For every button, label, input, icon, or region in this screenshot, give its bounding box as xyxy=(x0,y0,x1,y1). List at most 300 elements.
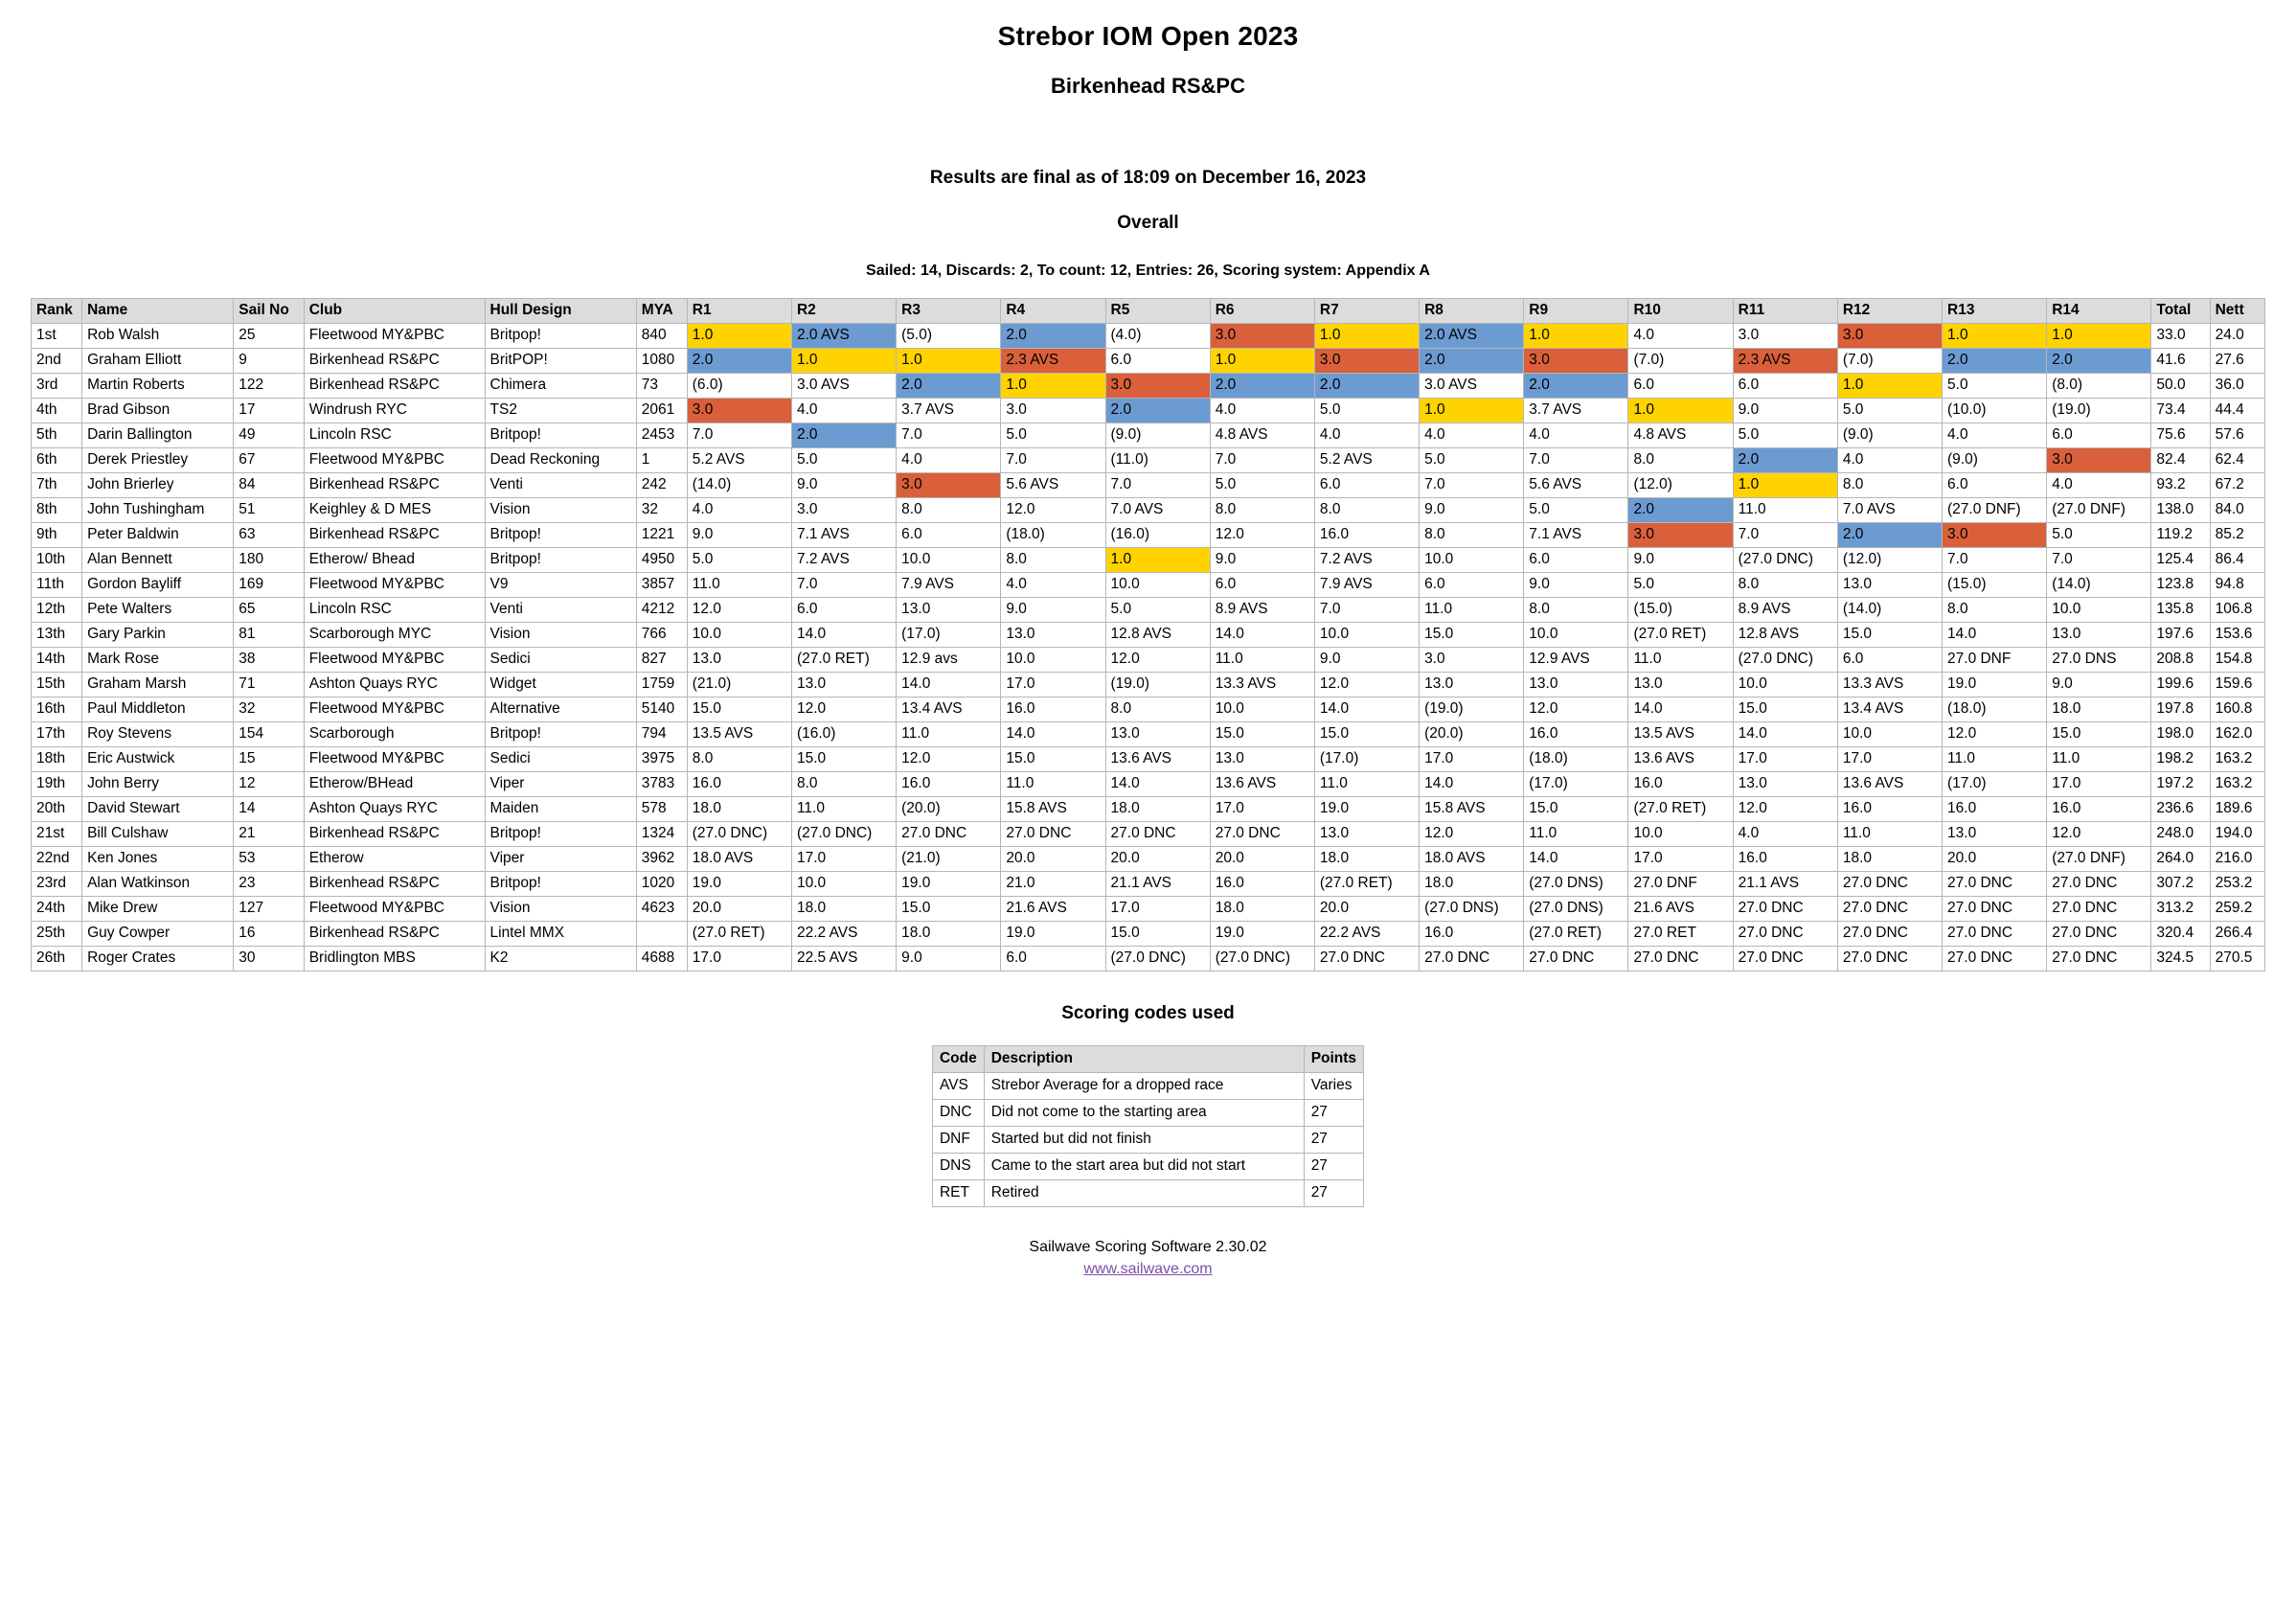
cell-race-r1: (6.0) xyxy=(687,374,791,399)
cell-race-r10: 14.0 xyxy=(1628,698,1733,722)
cell-race-r4: 19.0 xyxy=(1001,922,1105,947)
cell-race-r9: 6.0 xyxy=(1524,548,1628,573)
cell-race-r5: (27.0 DNC) xyxy=(1105,947,1210,972)
table-row xyxy=(32,324,2265,349)
cell-race-r12: 13.3 AVS xyxy=(1837,673,1942,698)
cell-total: 93.2 xyxy=(2151,473,2210,498)
cell-race-r12: 1.0 xyxy=(1837,374,1942,399)
cell-club: Etherow/ Bhead xyxy=(304,548,485,573)
cell-rank: 10th xyxy=(32,548,82,573)
cell-hull-design: Vision xyxy=(485,623,636,648)
cell-race-r2: 7.1 AVS xyxy=(791,523,896,548)
cell-race-r8: 16.0 xyxy=(1420,922,1524,947)
cell-race-r1: 10.0 xyxy=(687,623,791,648)
cell-nett: 106.8 xyxy=(2210,598,2264,623)
cell-hull-design: BritPOP! xyxy=(485,349,636,374)
cell-total: 73.4 xyxy=(2151,399,2210,423)
cell-race-r5: (4.0) xyxy=(1105,324,1210,349)
cell-race-r10: 11.0 xyxy=(1628,648,1733,673)
cell-race-r1: 1.0 xyxy=(687,324,791,349)
cell-race-r7: 4.0 xyxy=(1314,423,1419,448)
cell-race-r13: 27.0 DNF xyxy=(1943,648,2047,673)
cell-mya xyxy=(636,922,687,947)
cell-race-r1: 19.0 xyxy=(687,872,791,897)
cell-hull-design: Dead Reckoning xyxy=(485,448,636,473)
cell-hull-design: Britpop! xyxy=(485,722,636,747)
cell-race-r12: (12.0) xyxy=(1837,548,1942,573)
codes-col-header-points: Points xyxy=(1304,1046,1363,1073)
cell-race-r8: 15.0 xyxy=(1420,623,1524,648)
cell-rank: 5th xyxy=(32,423,82,448)
cell-race-r5: 1.0 xyxy=(1105,548,1210,573)
cell-race-r6: 13.6 AVS xyxy=(1210,772,1314,797)
cell-race-r12: 7.0 AVS xyxy=(1837,498,1942,523)
cell-race-r4: 14.0 xyxy=(1001,722,1105,747)
cell-race-r6: 5.0 xyxy=(1210,473,1314,498)
cell-race-r13: 27.0 DNC xyxy=(1943,897,2047,922)
series-summary: Sailed: 14, Discards: 2, To count: 12, Entries: 26, Scoring system: Appendix A xyxy=(866,263,1430,279)
cell-race-r14: 15.0 xyxy=(2047,722,2151,747)
cell-sail-no: 169 xyxy=(234,573,304,598)
cell-nett: 36.0 xyxy=(2210,374,2264,399)
cell-nett: 160.8 xyxy=(2210,698,2264,722)
cell-race-r6: 11.0 xyxy=(1210,648,1314,673)
cell-club: Birkenhead RS&PC xyxy=(304,922,485,947)
cell-race-r7: 27.0 DNC xyxy=(1314,947,1419,972)
cell-rank: 6th xyxy=(32,448,82,473)
cell-total: 199.6 xyxy=(2151,673,2210,698)
cell-nett: 163.2 xyxy=(2210,747,2264,772)
cell-sail-no: 51 xyxy=(234,498,304,523)
cell-race-r7: 5.2 AVS xyxy=(1314,448,1419,473)
cell-race-r2: 22.5 AVS xyxy=(791,947,896,972)
cell-race-r6: 1.0 xyxy=(1210,349,1314,374)
cell-race-r12: 27.0 DNC xyxy=(1837,897,1942,922)
cell-race-r9: 3.7 AVS xyxy=(1524,399,1628,423)
cell-race-r1: 20.0 xyxy=(687,897,791,922)
cell-race-r7: 19.0 xyxy=(1314,797,1419,822)
table-row xyxy=(32,399,2265,423)
cell-race-r2: 8.0 xyxy=(791,772,896,797)
cell-name: Brad Gibson xyxy=(82,399,234,423)
scoring-codes-header-row xyxy=(932,1046,1363,1073)
cell-name: Derek Priestley xyxy=(82,448,234,473)
cell-race-r7: 14.0 xyxy=(1314,698,1419,722)
cell-race-r3: 27.0 DNC xyxy=(897,822,1001,847)
cell-total: 138.0 xyxy=(2151,498,2210,523)
cell-race-r10: 21.6 AVS xyxy=(1628,897,1733,922)
cell-description: Came to the start area but did not start xyxy=(984,1154,1304,1180)
cell-mya: 3783 xyxy=(636,772,687,797)
cell-name: John Berry xyxy=(82,772,234,797)
cell-hull-design: Maiden xyxy=(485,797,636,822)
cell-race-r10: 3.0 xyxy=(1628,523,1733,548)
cell-rank: 13th xyxy=(32,623,82,648)
cell-race-r14: 5.0 xyxy=(2047,523,2151,548)
cell-race-r5: (19.0) xyxy=(1105,673,1210,698)
cell-total: 313.2 xyxy=(2151,897,2210,922)
cell-race-r2: 10.0 xyxy=(791,872,896,897)
cell-race-r3: 16.0 xyxy=(897,772,1001,797)
cell-race-r2: 4.0 xyxy=(791,399,896,423)
cell-race-r1: 13.5 AVS xyxy=(687,722,791,747)
cell-race-r1: 11.0 xyxy=(687,573,791,598)
scoring-codes-title: Scoring codes used xyxy=(1061,1003,1235,1023)
cell-race-r7: 10.0 xyxy=(1314,623,1419,648)
cell-race-r8: 4.0 xyxy=(1420,423,1524,448)
cell-race-r3: 6.0 xyxy=(897,523,1001,548)
cell-race-r3: 13.4 AVS xyxy=(897,698,1001,722)
cell-race-r3: 19.0 xyxy=(897,872,1001,897)
cell-race-r5: 7.0 xyxy=(1105,473,1210,498)
cell-race-r8: 2.0 xyxy=(1420,349,1524,374)
cell-race-r12: 27.0 DNC xyxy=(1837,947,1942,972)
sailwave-link[interactable]: www.sailwave.com xyxy=(1083,1261,1213,1278)
cell-hull-design: Sedici xyxy=(485,747,636,772)
cell-description: Strebor Average for a dropped race xyxy=(984,1073,1304,1100)
cell-hull-design: Britpop! xyxy=(485,872,636,897)
cell-race-r12: 15.0 xyxy=(1837,623,1942,648)
cell-name: Ken Jones xyxy=(82,847,234,872)
cell-race-r3: 12.9 avs xyxy=(897,648,1001,673)
cell-total: 33.0 xyxy=(2151,324,2210,349)
cell-race-r13: (17.0) xyxy=(1943,772,2047,797)
cell-club: Windrush RYC xyxy=(304,399,485,423)
cell-total: 307.2 xyxy=(2151,872,2210,897)
event-title: Strebor IOM Open 2023 xyxy=(997,21,1299,51)
cell-rank: 20th xyxy=(32,797,82,822)
cell-nett: 162.0 xyxy=(2210,722,2264,747)
cell-race-r1: 4.0 xyxy=(687,498,791,523)
cell-mya: 766 xyxy=(636,623,687,648)
cell-race-r5: 13.6 AVS xyxy=(1105,747,1210,772)
codes-col-header-description: Description xyxy=(984,1046,1304,1073)
cell-club: Birkenhead RS&PC xyxy=(304,872,485,897)
cell-race-r4: 20.0 xyxy=(1001,847,1105,872)
cell-race-r14: 27.0 DNC xyxy=(2047,897,2151,922)
cell-mya: 4950 xyxy=(636,548,687,573)
cell-race-r4: 8.0 xyxy=(1001,548,1105,573)
cell-rank: 26th xyxy=(32,947,82,972)
cell-race-r2: 3.0 AVS xyxy=(791,374,896,399)
cell-race-r3: 9.0 xyxy=(897,947,1001,972)
cell-code: AVS xyxy=(932,1073,984,1100)
cell-club: Fleetwood MY&PBC xyxy=(304,648,485,673)
cell-race-r13: (15.0) xyxy=(1943,573,2047,598)
cell-sail-no: 14 xyxy=(234,797,304,822)
table-row xyxy=(32,747,2265,772)
results-col-header-r5: R5 xyxy=(1105,299,1210,324)
cell-sail-no: 84 xyxy=(234,473,304,498)
cell-points: 27 xyxy=(1304,1154,1363,1180)
cell-race-r9: 16.0 xyxy=(1524,722,1628,747)
cell-race-r10: 16.0 xyxy=(1628,772,1733,797)
cell-mya: 2061 xyxy=(636,399,687,423)
cell-race-r3: 7.9 AVS xyxy=(897,573,1001,598)
cell-race-r11: 14.0 xyxy=(1733,722,1837,747)
table-row xyxy=(32,349,2265,374)
cell-race-r2: (27.0 DNC) xyxy=(791,822,896,847)
cell-club: Birkenhead RS&PC xyxy=(304,473,485,498)
cell-race-r9: (27.0 DNS) xyxy=(1524,897,1628,922)
cell-race-r9: 10.0 xyxy=(1524,623,1628,648)
cell-nett: 259.2 xyxy=(2210,897,2264,922)
cell-race-r14: 6.0 xyxy=(2047,423,2151,448)
results-col-header-hull-design: Hull Design xyxy=(485,299,636,324)
cell-race-r6: 6.0 xyxy=(1210,573,1314,598)
cell-race-r4: 9.0 xyxy=(1001,598,1105,623)
table-row xyxy=(32,947,2265,972)
cell-race-r4: 11.0 xyxy=(1001,772,1105,797)
cell-race-r2: (16.0) xyxy=(791,722,896,747)
cell-race-r2: 7.2 AVS xyxy=(791,548,896,573)
cell-race-r13: 3.0 xyxy=(1943,523,2047,548)
cell-name: Gary Parkin xyxy=(82,623,234,648)
cell-sail-no: 12 xyxy=(234,772,304,797)
cell-race-r10: 27.0 DNC xyxy=(1628,947,1733,972)
cell-race-r6: 18.0 xyxy=(1210,897,1314,922)
cell-rank: 12th xyxy=(32,598,82,623)
cell-mya: 2453 xyxy=(636,423,687,448)
cell-points: 27 xyxy=(1304,1127,1363,1154)
cell-race-r8: 18.0 xyxy=(1420,872,1524,897)
cell-mya: 1759 xyxy=(636,673,687,698)
cell-race-r4: 5.6 AVS xyxy=(1001,473,1105,498)
cell-race-r12: 17.0 xyxy=(1837,747,1942,772)
scoring-codes-table xyxy=(932,1045,1364,1207)
cell-race-r14: 7.0 xyxy=(2047,548,2151,573)
cell-name: Rob Walsh xyxy=(82,324,234,349)
cell-race-r13: 13.0 xyxy=(1943,822,2047,847)
cell-rank: 2nd xyxy=(32,349,82,374)
cell-race-r12: (7.0) xyxy=(1837,349,1942,374)
cell-race-r11: 27.0 DNC xyxy=(1733,922,1837,947)
scoring-code-row xyxy=(932,1180,1363,1207)
table-row xyxy=(32,673,2265,698)
cell-race-r12: (9.0) xyxy=(1837,423,1942,448)
cell-race-r1: 18.0 AVS xyxy=(687,847,791,872)
cell-code: DNF xyxy=(932,1127,984,1154)
cell-race-r9: 13.0 xyxy=(1524,673,1628,698)
cell-total: 135.8 xyxy=(2151,598,2210,623)
cell-race-r11: 9.0 xyxy=(1733,399,1837,423)
cell-race-r7: 1.0 xyxy=(1314,324,1419,349)
cell-race-r9: (27.0 RET) xyxy=(1524,922,1628,947)
cell-total: 125.4 xyxy=(2151,548,2210,573)
cell-race-r9: (18.0) xyxy=(1524,747,1628,772)
cell-hull-design: Viper xyxy=(485,772,636,797)
cell-race-r9: 12.0 xyxy=(1524,698,1628,722)
cell-name: Pete Walters xyxy=(82,598,234,623)
cell-race-r4: (18.0) xyxy=(1001,523,1105,548)
cell-sail-no: 63 xyxy=(234,523,304,548)
cell-race-r13: 7.0 xyxy=(1943,548,2047,573)
cell-race-r7: 6.0 xyxy=(1314,473,1419,498)
cell-name: Eric Austwick xyxy=(82,747,234,772)
cell-mya: 578 xyxy=(636,797,687,822)
cell-nett: 266.4 xyxy=(2210,922,2264,947)
cell-race-r3: 3.0 xyxy=(897,473,1001,498)
scoring-codes-body xyxy=(932,1073,1363,1207)
cell-race-r11: (27.0 DNC) xyxy=(1733,548,1837,573)
results-col-header-name: Name xyxy=(82,299,234,324)
cell-club: Bridlington MBS xyxy=(304,947,485,972)
cell-race-r12: 5.0 xyxy=(1837,399,1942,423)
cell-hull-design: Britpop! xyxy=(485,822,636,847)
cell-name: Peter Baldwin xyxy=(82,523,234,548)
cell-rank: 24th xyxy=(32,897,82,922)
cell-race-r6: 27.0 DNC xyxy=(1210,822,1314,847)
cell-race-r4: 15.8 AVS xyxy=(1001,797,1105,822)
cell-name: Gordon Bayliff xyxy=(82,573,234,598)
cell-race-r6: 13.0 xyxy=(1210,747,1314,772)
cell-race-r10: 4.0 xyxy=(1628,324,1733,349)
cell-race-r11: 16.0 xyxy=(1733,847,1837,872)
cell-hull-design: K2 xyxy=(485,947,636,972)
cell-race-r11: 15.0 xyxy=(1733,698,1837,722)
cell-race-r5: 5.0 xyxy=(1105,598,1210,623)
cell-sail-no: 71 xyxy=(234,673,304,698)
cell-rank: 7th xyxy=(32,473,82,498)
cell-nett: 94.8 xyxy=(2210,573,2264,598)
cell-race-r3: (20.0) xyxy=(897,797,1001,822)
cell-race-r1: 16.0 xyxy=(687,772,791,797)
cell-race-r3: 4.0 xyxy=(897,448,1001,473)
cell-club: Lincoln RSC xyxy=(304,423,485,448)
cell-hull-design: Vision xyxy=(485,498,636,523)
cell-club: Birkenhead RS&PC xyxy=(304,349,485,374)
cell-race-r13: 11.0 xyxy=(1943,747,2047,772)
cell-sail-no: 180 xyxy=(234,548,304,573)
cell-race-r14: 27.0 DNC xyxy=(2047,947,2151,972)
cell-race-r4: 1.0 xyxy=(1001,374,1105,399)
cell-race-r8: 17.0 xyxy=(1420,747,1524,772)
table-row xyxy=(32,473,2265,498)
cell-rank: 3rd xyxy=(32,374,82,399)
table-row xyxy=(32,598,2265,623)
cell-race-r8: 14.0 xyxy=(1420,772,1524,797)
cell-race-r12: 27.0 DNC xyxy=(1837,922,1942,947)
results-col-header-r14: R14 xyxy=(2047,299,2151,324)
results-body xyxy=(32,324,2265,972)
cell-race-r2: 11.0 xyxy=(791,797,896,822)
cell-points: 27 xyxy=(1304,1180,1363,1207)
cell-race-r10: 9.0 xyxy=(1628,548,1733,573)
cell-race-r3: 3.7 AVS xyxy=(897,399,1001,423)
cell-race-r7: 5.0 xyxy=(1314,399,1419,423)
software-credit: Sailwave Scoring Software 2.30.02 xyxy=(1029,1239,1267,1255)
cell-race-r11: 10.0 xyxy=(1733,673,1837,698)
cell-race-r14: 3.0 xyxy=(2047,448,2151,473)
cell-mya: 1 xyxy=(636,448,687,473)
cell-race-r2: 12.0 xyxy=(791,698,896,722)
cell-race-r5: 8.0 xyxy=(1105,698,1210,722)
cell-rank: 25th xyxy=(32,922,82,947)
cell-race-r6: 3.0 xyxy=(1210,324,1314,349)
table-row xyxy=(32,423,2265,448)
cell-total: 320.4 xyxy=(2151,922,2210,947)
cell-name: Martin Roberts xyxy=(82,374,234,399)
cell-club: Scarborough xyxy=(304,722,485,747)
cell-nett: 253.2 xyxy=(2210,872,2264,897)
cell-race-r9: 27.0 DNC xyxy=(1524,947,1628,972)
cell-race-r5: 10.0 xyxy=(1105,573,1210,598)
cell-race-r7: 12.0 xyxy=(1314,673,1419,698)
cell-race-r13: 12.0 xyxy=(1943,722,2047,747)
cell-race-r10: 13.5 AVS xyxy=(1628,722,1733,747)
cell-hull-design: Chimera xyxy=(485,374,636,399)
cell-race-r8: (20.0) xyxy=(1420,722,1524,747)
cell-race-r14: 11.0 xyxy=(2047,747,2151,772)
cell-race-r13: (9.0) xyxy=(1943,448,2047,473)
cell-race-r2: 14.0 xyxy=(791,623,896,648)
cell-club: Fleetwood MY&PBC xyxy=(304,897,485,922)
cell-race-r7: 9.0 xyxy=(1314,648,1419,673)
cell-sail-no: 21 xyxy=(234,822,304,847)
cell-race-r8: 15.8 AVS xyxy=(1420,797,1524,822)
cell-sail-no: 65 xyxy=(234,598,304,623)
cell-race-r2: 3.0 xyxy=(791,498,896,523)
results-status: Results are final as of 18:09 on December 16, 2023 xyxy=(929,168,1367,188)
club-title: Birkenhead RS&PC xyxy=(1051,74,1245,98)
cell-race-r5: 27.0 DNC xyxy=(1105,822,1210,847)
cell-race-r5: (9.0) xyxy=(1105,423,1210,448)
results-col-header-club: Club xyxy=(304,299,485,324)
cell-race-r11: 13.0 xyxy=(1733,772,1837,797)
cell-race-r5: 14.0 xyxy=(1105,772,1210,797)
cell-race-r14: 27.0 DNS xyxy=(2047,648,2151,673)
cell-mya: 3975 xyxy=(636,747,687,772)
cell-race-r7: 18.0 xyxy=(1314,847,1419,872)
cell-mya: 242 xyxy=(636,473,687,498)
table-row xyxy=(32,822,2265,847)
cell-race-r1: 15.0 xyxy=(687,698,791,722)
cell-race-r11: 27.0 DNC xyxy=(1733,897,1837,922)
cell-race-r13: 16.0 xyxy=(1943,797,2047,822)
cell-race-r5: 13.0 xyxy=(1105,722,1210,747)
cell-race-r7: 7.9 AVS xyxy=(1314,573,1419,598)
cell-race-r12: 16.0 xyxy=(1837,797,1942,822)
cell-total: 82.4 xyxy=(2151,448,2210,473)
cell-race-r12: (14.0) xyxy=(1837,598,1942,623)
cell-race-r9: 9.0 xyxy=(1524,573,1628,598)
cell-race-r8: 13.0 xyxy=(1420,673,1524,698)
cell-race-r10: (7.0) xyxy=(1628,349,1733,374)
cell-mya: 4688 xyxy=(636,947,687,972)
cell-race-r11: 4.0 xyxy=(1733,822,1837,847)
cell-race-r8: 8.0 xyxy=(1420,523,1524,548)
cell-total: 198.0 xyxy=(2151,722,2210,747)
cell-race-r14: 4.0 xyxy=(2047,473,2151,498)
scoring-code-row xyxy=(932,1127,1363,1154)
cell-race-r14: (27.0 DNF) xyxy=(2047,498,2151,523)
cell-race-r11: 8.9 AVS xyxy=(1733,598,1837,623)
table-row xyxy=(32,872,2265,897)
cell-total: 264.0 xyxy=(2151,847,2210,872)
cell-mya: 4212 xyxy=(636,598,687,623)
cell-total: 50.0 xyxy=(2151,374,2210,399)
cell-mya: 5140 xyxy=(636,698,687,722)
cell-mya: 1020 xyxy=(636,872,687,897)
cell-race-r6: 4.8 AVS xyxy=(1210,423,1314,448)
cell-race-r10: (27.0 RET) xyxy=(1628,623,1733,648)
cell-sail-no: 16 xyxy=(234,922,304,947)
cell-mya: 1324 xyxy=(636,822,687,847)
cell-race-r13: 19.0 xyxy=(1943,673,2047,698)
cell-race-r11: 8.0 xyxy=(1733,573,1837,598)
cell-race-r14: 27.0 DNC xyxy=(2047,922,2151,947)
cell-total: 41.6 xyxy=(2151,349,2210,374)
